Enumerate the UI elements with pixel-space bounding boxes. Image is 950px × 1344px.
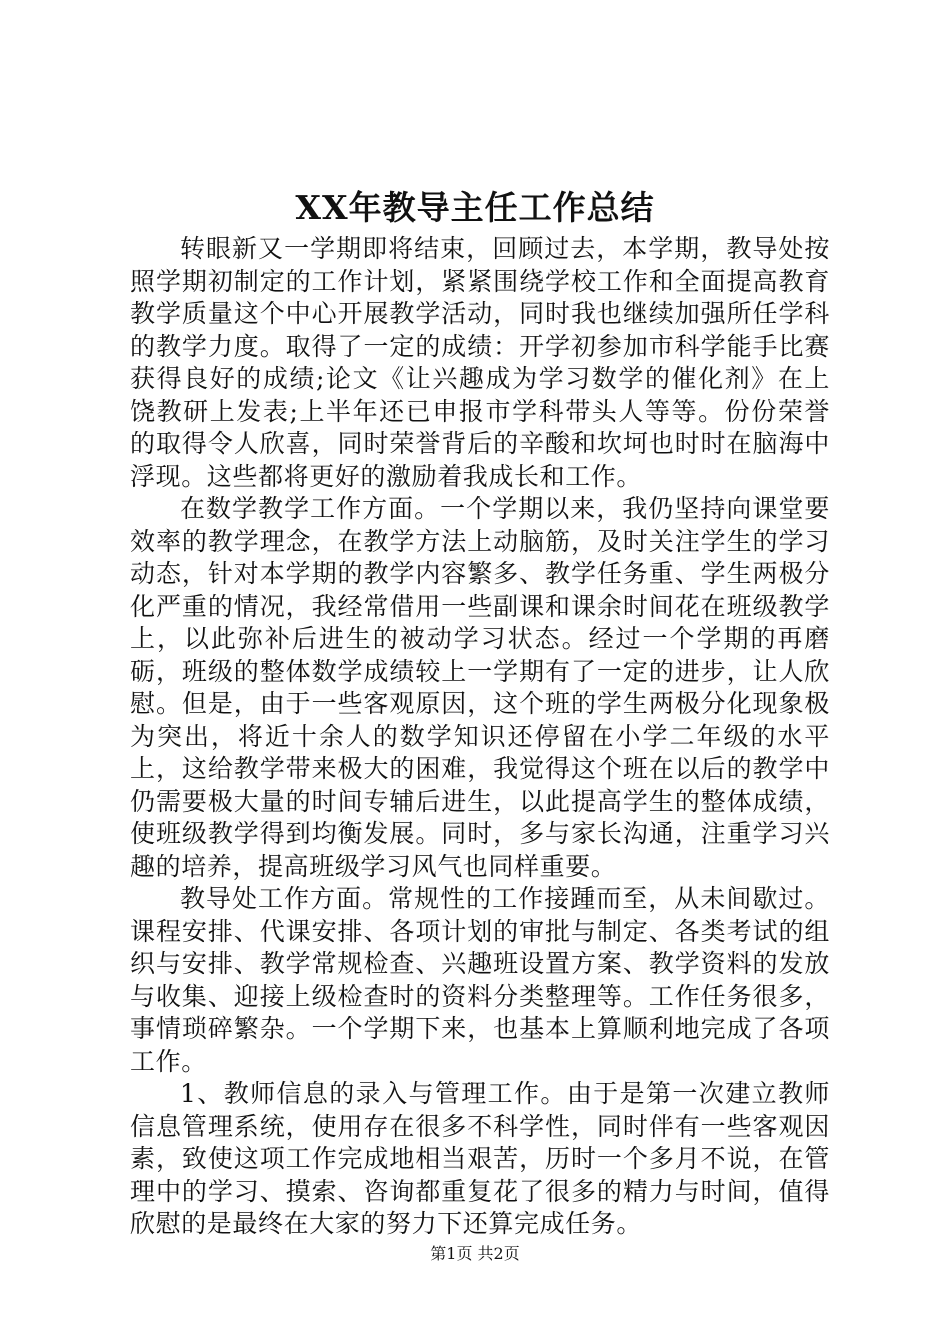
document-title: XX年教导主任工作总结 bbox=[295, 188, 655, 227]
paragraph-academic-office: 教导处工作方面。常规性的工作接踵而至，从未间歇过。课程安排、代课安排、各项计划的审批与制定、各类考试的组织与安排、教学常规检查、兴趣班设置方案、教学资料的发放与收集、迎接上级检查时的资料分类整理等。工作任务很多，事情琐碎繁杂。一个学期下来，也基本上算顺利地完成了各项工作。 bbox=[130, 884, 830, 1076]
document-body bbox=[130, 233, 830, 1241]
paragraph-math-teaching: 在数学教学工作方面。一个学期以来，我仍坚持向课堂要效率的教学理念，在教学方法上动脑筋，及时关注学生的学习动态，针对本学期的教学内容繁多、教学任务重、学生两极分化严重的情况，我经常借用一些副课和课余时间花在班级教学上，以此弥补后进生的被动学习状态。经过一个学期的再磨砺，班级的整体数学成绩较上一学期有了一定的进步，让人欣慰。但是，由于一些客观原因，这个班的学生两极分化现象极为突出，将近十余人的数学知识还停留在小学二年级的水平上，这给教学带来极大的困难，我觉得这个班在以后的教学中仍需要极大量的时间专辅后进生，以此提高学生的整体成绩，使班级教学得到均衡发展。同时，多与家长沟通，注重学习兴趣的培养，提高班级学习风气也同样重要。 bbox=[130, 494, 830, 881]
page-footer: 第1页 共2页 bbox=[430, 1244, 520, 1263]
paragraph-teacher-info: 1、教师信息的录入与管理工作。由于是第一次建立教师信息管理系统，使用存在很多不科学性，同时伴有一些客观因素，致使这项工作完成地相当艰苦，历时一个多月不说，在管理中的学习、摸索、咨询都重复花了很多的精力与时间，值得欣慰的是最终在大家的努力下还算完成任务。 bbox=[130, 1079, 830, 1238]
paragraph-intro: 转眼新又一学期即将结束，回顾过去，本学期，教导处按照学期初制定的工作计划，紧紧围绕学校工作和全面提高教育教学质量这个中心开展教学活动，同时我也继续加强所任学科的教学力度。取得了一定的成绩：开学初参加市科学能手比赛获得良好的成绩;论文《让兴趣成为学习数学的催化剂》在上饶教研上发表;上半年还已申报市学科带头人等等。份份荣誉的取得令人欣喜，同时荣誉背后的辛酸和坎坷也时时在脑海中浮现。这些都将更好的激励着我成长和工作。 bbox=[130, 234, 830, 491]
